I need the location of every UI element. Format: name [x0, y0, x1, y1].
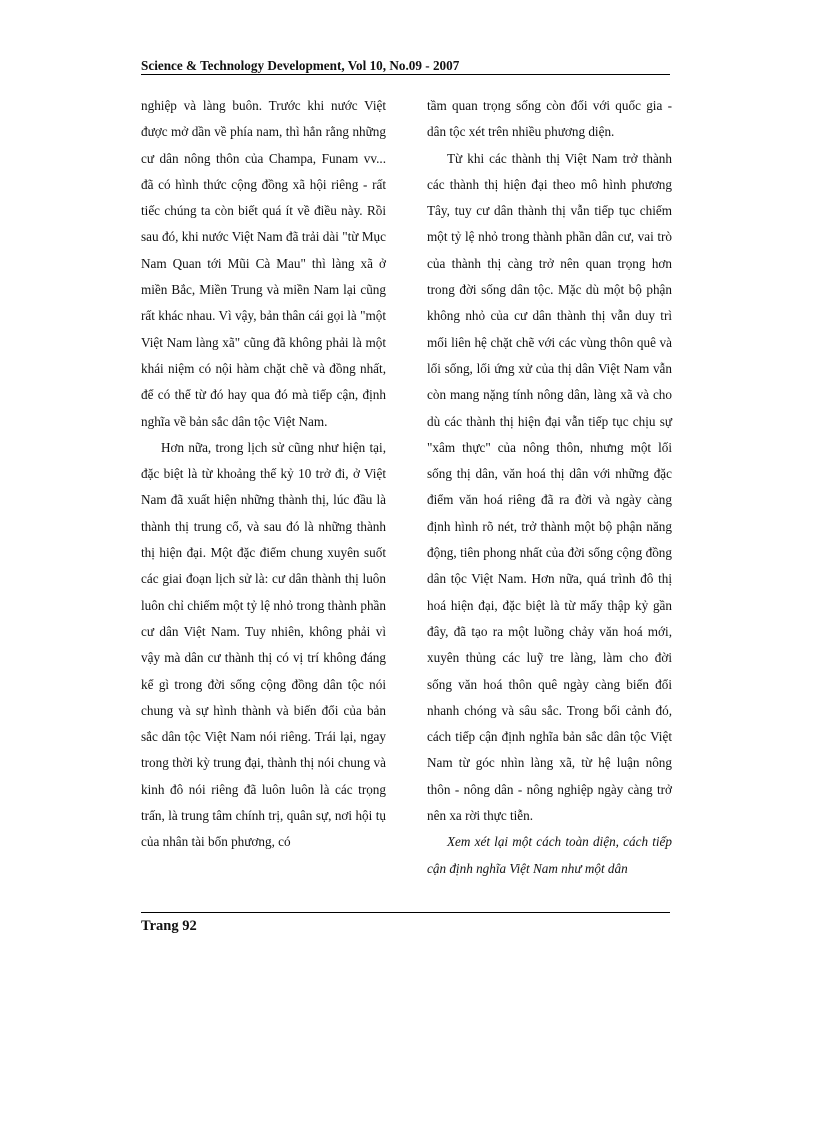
right-paragraph-2: Từ khi các thành thị Việt Nam trở thành các thành thị hiện đại theo mô hình phương Tây, tuy cư dân thành thị vẫn tiếp tục chiếm một tỷ lệ nhỏ trong thành phần dân cư, vai trò của thành thị càng trở nên quan trọng hơn trong đời sống dân tộc. Mặc dù một bộ phận không nhỏ của cư dân thành thị vẫn duy trì mối liên hệ chặt chẽ với các vùng thôn quê và lối sống, lối ứng xử của thị dân Việt Nam vẫn còn mang nặng tính nông dân, làng xã và cho dù các thành thị hiện đại vẫn tiếp tục chịu sự "xâm thực" của nông thôn, nhưng một lối sống thị dân, văn hoá thị dân với những đặc điểm văn hoá riêng đã ra đời và ngày càng định hình rõ nét, trở thành một bộ phận năng động, tiên phong nhất của đời sống cộng đồng dân tộc Việt Nam. Hơn nữa, quá trình đô thị hoá hiện đại, đặc biệt là từ mấy thập kỷ gần đây, đã tạo ra một luồng chảy văn hoá mới, xuyên thủng các luỹ tre làng, làm cho đời sống văn hoá thôn quê ngày càng biến đổi nhanh chóng và sâu sắc. Trong bối cảnh đó, cách tiếp cận định nghĩa bản sắc dân tộc Việt Nam từ góc nhìn làng xã, từ hệ luận nông thôn - nông dân - nông nghiệp ngày càng trở nên xa rời thực tiễn. [427, 150, 672, 824]
right-column [427, 93, 672, 882]
running-header: Science & Technology Development, Vol 10, No.09 - 2007 [141, 58, 460, 73]
left-paragraph-2: Hơn nữa, trong lịch sử cũng như hiện tại, đặc biệt là từ khoảng thế kỷ 10 trở đi, ở Việt Nam đã xuất hiện những thành thị, lúc đầu là thành thị trung cổ, và sau đó là những thành thị hiện đại. Một đặc điểm chung xuyên suốt các giai đoạn lịch sử là: cư dân thành thị luôn luôn chỉ chiếm một tỷ lệ nhỏ trong thành phần cư dân Việt Nam. Tuy nhiên, không phải vì vậy mà dân cư thành thị có vị trí không đáng kể gì trong đời sống cộng đồng dân tộc nói chung và sự hình thành và biến đổi của bản sắc dân tộc Việt Nam nói riêng. Trái lại, ngay trong thời kỳ trung đại, thành thị nói chung và kinh đô nói riêng đã luôn luôn là các trọng trấn, là trung tâm chính trị, quân sự, nơi hội tụ của nhân tài bốn phương, có [141, 439, 386, 850]
header-rule [141, 74, 670, 75]
page-number: Trang 92 [141, 918, 197, 934]
left-paragraph-1: nghiệp và làng buôn. Trước khi nước Việt được mở dần về phía nam, thì hẳn rằng những cư dân nông thôn của Champa, Funam vv... đã có hình thức cộng đồng xã hội riêng - rất tiếc chúng ta còn biết quá ít về điều này. Rồi sau đó, khi nước Việt Nam đã trải dài "từ Mục Nam Quan tới Mũi Cà Mau" thì làng xã ở miền Bắc, Miền Trung và miền Nam lại cũng rất khác nhau. Vì vậy, bản thân cái gọi là "một Việt Nam làng xã" cũng đã không phải là một khái niệm có nội hàm chặt chẽ và đồng nhất, để có thể từ đó hay qua đó mà tiếp cận, định nghĩa về bản sắc dân tộc Việt Nam. [141, 98, 386, 429]
right-paragraph-3-italic: Xem xét lại một cách toàn diện, cách tiếp cận định nghĩa Việt Nam như một dân [427, 834, 672, 876]
right-paragraph-1: tầm quan trọng sống còn đối với quốc gia - dân tộc xét trên nhiều phương diện. [427, 98, 672, 140]
left-column [141, 93, 386, 856]
footer-rule [141, 912, 670, 913]
